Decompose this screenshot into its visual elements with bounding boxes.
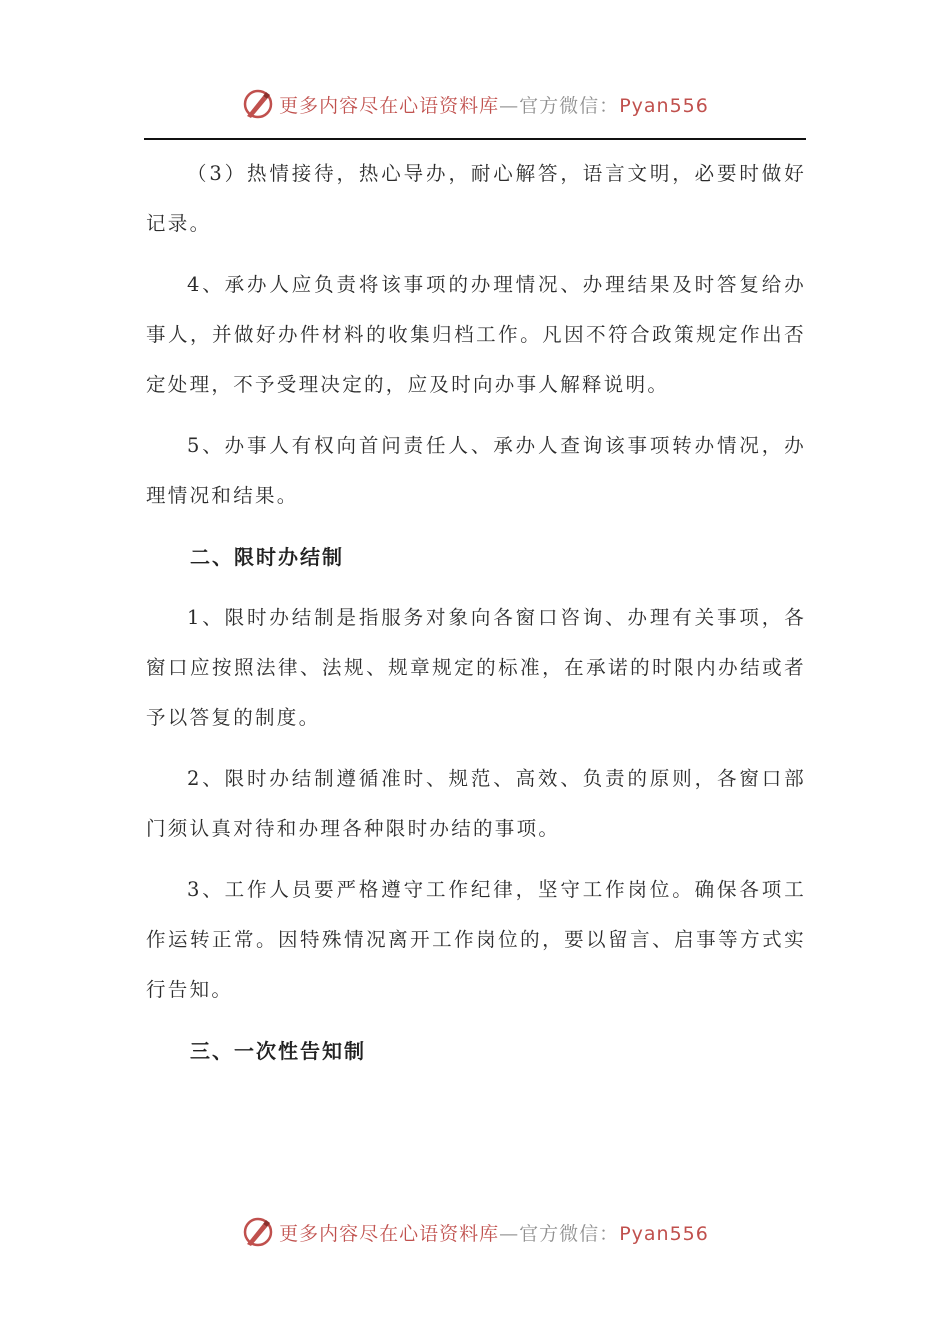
paragraph: 3、工作人员要严格遵守工作纪律，坚守工作岗位。确保各项工作运转正常。因特殊情况离开工作岗位的，要以留言、启事等方式实行告知。 — [146, 878, 806, 1001]
header-label: 官方微信： — [519, 94, 620, 117]
header-text — [279, 91, 709, 118]
pen-circle-logo-icon — [241, 87, 275, 121]
footer-label: 官方微信： — [519, 1222, 620, 1245]
section-heading: 三、一次性告知制 — [190, 1039, 366, 1063]
paragraph: 2、限时办结制遵循准时、规范、高效、负责的原则，各窗口部门须认真对待和办理各种限时办结的事项。 — [146, 767, 806, 840]
footer-wechat-id: Pyan556 — [619, 1222, 709, 1245]
section-heading: 二、限时办结制 — [190, 545, 344, 569]
paragraph: 1、限时办结制是指服务对象向各窗口咨询、办理有关事项，各窗口应按照法律、法规、规章规定的标准，在承诺的时限内办结或者予以答复的制度。 — [146, 606, 806, 729]
footer-banner — [0, 1212, 950, 1252]
header-divider — [144, 138, 806, 140]
document-body — [146, 149, 806, 1076]
header-brand: 更多内容尽在心语资料库 — [279, 94, 500, 117]
paragraph: （3）热情接待，热心导办，耐心解答，语言文明，必要时做好记录。 — [146, 162, 806, 235]
footer-text — [279, 1219, 709, 1246]
paragraph: 4、承办人应负责将该事项的办理情况、办理结果及时答复给办事人，并做好办件材料的收集归档工作。凡因不符合政策规定作出否定处理，不予受理决定的，应及时向办事人解释说明。 — [146, 273, 806, 396]
pen-circle-logo-icon — [241, 1215, 275, 1249]
paragraph: 5、办事人有权向首问责任人、承办人查询该事项转办情况，办理情况和结果。 — [146, 434, 806, 507]
header-wechat-id: Pyan556 — [619, 94, 709, 117]
header-banner — [0, 84, 950, 124]
header-dash: — — [499, 94, 520, 117]
footer-dash: — — [499, 1222, 520, 1245]
footer-brand: 更多内容尽在心语资料库 — [279, 1222, 500, 1245]
